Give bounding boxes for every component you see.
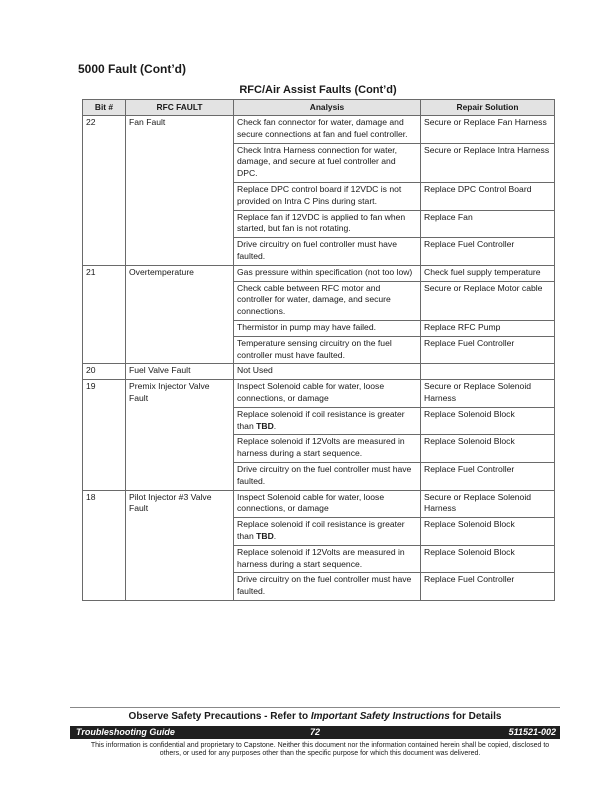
analysis-text-end: . — [273, 420, 277, 431]
repair-solution-cell: Replace DPC Control Board — [421, 182, 555, 210]
analysis-text: Replace solenoid if coil resistance is greater than — [237, 408, 405, 431]
analysis-text: Check cable between RFC motor and controller for water, damage, and secure connections. — [237, 282, 391, 317]
analysis-text: Replace solenoid if 12Volts are measured in harness during a start sequence. — [237, 546, 405, 569]
repair-solution-cell: Check fuel supply temperature — [421, 265, 555, 281]
bit-number-cell: 22 — [83, 116, 126, 266]
fault-name-cell: Premix Injector Valve Fault — [126, 380, 234, 490]
analysis-cell — [234, 143, 421, 182]
analysis-text: Inspect Solenoid cable for water, loose connections, or damage — [237, 381, 385, 403]
safety-link-text: Important Safety Instructions — [310, 711, 450, 722]
guide-title: Troubleshooting Guide — [76, 727, 175, 737]
repair-solution-cell: Replace Fuel Controller — [421, 238, 555, 266]
column-header-analysis: Analysis — [234, 100, 421, 116]
repair-solution-cell: Secure or Replace Solenoid Harness — [421, 490, 555, 518]
analysis-text-end: . — [273, 530, 277, 541]
analysis-text: Drive circuitry on the fuel controller must have faulted. — [237, 574, 412, 597]
table-row — [83, 490, 555, 518]
analysis-text: Temperature sensing circuitry on the fuel controller must have faulted. — [237, 337, 392, 360]
analysis-text: Check fan connector for water, damage and secure connections at fan and fuel controller. — [237, 117, 408, 139]
analysis-cell — [234, 364, 421, 380]
analysis-cell — [234, 281, 421, 320]
repair-solution-cell: Secure or Replace Solenoid Harness — [421, 380, 555, 408]
analysis-cell — [234, 380, 421, 408]
fault-name-cell: Overtemperature — [126, 265, 234, 364]
analysis-bold-value: TBD — [256, 420, 274, 431]
analysis-cell — [234, 182, 421, 210]
analysis-text: Replace solenoid if 12Volts are measured in harness during a start sequence. — [237, 436, 405, 459]
analysis-cell — [234, 573, 421, 601]
table-title: RFC/Air Assist Faults (Cont’d) — [239, 84, 397, 96]
repair-solution-cell — [421, 364, 555, 380]
analysis-cell — [234, 518, 421, 546]
bit-number-cell: 19 — [83, 380, 126, 490]
repair-solution-cell: Replace Solenoid Block — [421, 407, 555, 435]
repair-solution-cell: Replace Solenoid Block — [421, 518, 555, 546]
fault-name-cell: Pilot Injector #3 Valve Fault — [126, 490, 234, 600]
confidentiality-disclaimer: This information is confidential and proprietary to Capstone. Neither this document nor the information contained herein shall be copied, disclosed to others, or used for any purposes other than the specific purpose for which this document was delivered. — [90, 742, 550, 758]
table-row — [83, 380, 555, 408]
analysis-text: Inspect Solenoid cable for water, loose connections, or damage — [237, 491, 385, 514]
repair-solution-cell: Replace RFC Pump — [421, 320, 555, 336]
section-title: 5000 Fault (Cont’d) — [78, 62, 187, 76]
repair-solution-cell: Secure or Replace Motor cable — [421, 281, 555, 320]
repair-solution-cell: Replace Solenoid Block — [421, 545, 555, 573]
repair-solution-cell: Replace Solenoid Block — [421, 435, 555, 463]
bit-number-cell: 18 — [83, 490, 126, 600]
repair-solution-cell: Secure or Replace Fan Harness — [421, 116, 555, 144]
footer-bar — [70, 726, 560, 739]
bit-number-cell: 20 — [83, 364, 126, 380]
table-header-row — [83, 100, 555, 116]
footer-rule — [70, 707, 560, 708]
analysis-text: Thermistor in pump may have failed. — [237, 321, 376, 332]
analysis-text: Gas pressure within specification (not too low) — [237, 266, 413, 277]
analysis-cell — [234, 407, 421, 435]
safety-notice — [70, 711, 560, 722]
repair-solution-cell: Secure or Replace Intra Harness — [421, 143, 555, 182]
analysis-cell — [234, 265, 421, 281]
analysis-text: Drive circuitry on the fuel controller must have faulted. — [237, 463, 412, 486]
document-number: 511521-002 — [508, 727, 556, 737]
table-row — [83, 364, 555, 380]
fault-name-cell: Fan Fault — [126, 116, 234, 266]
analysis-text: Replace fan if 12VDC is applied to fan when started, but fan is not rotating. — [237, 211, 406, 234]
repair-solution-cell: Replace Fuel Controller — [421, 336, 555, 364]
fault-name-cell: Fuel Valve Fault — [126, 364, 234, 380]
safety-prefix: Observe Safety Precautions - Refer to — [128, 711, 311, 722]
bit-number-cell: 21 — [83, 265, 126, 364]
analysis-cell — [234, 545, 421, 573]
analysis-text: Drive circuitry on fuel controller must have faulted. — [237, 239, 397, 261]
analysis-text: Check Intra Harness connection for water, damage, and secure at fuel controller and DPC. — [237, 144, 398, 179]
fault-table — [82, 99, 555, 601]
table-row — [83, 116, 555, 144]
analysis-bold-value: TBD — [256, 530, 274, 541]
repair-solution-cell: Replace Fuel Controller — [421, 462, 555, 490]
column-header-fault: RFC FAULT — [126, 100, 234, 116]
safety-suffix: for Details — [449, 711, 502, 722]
analysis-cell — [234, 435, 421, 463]
repair-solution-cell: Replace Fan — [421, 210, 555, 238]
analysis-text: Not Used — [237, 365, 273, 376]
analysis-text: Replace solenoid if coil resistance is greater than — [237, 519, 405, 541]
table-row — [83, 265, 555, 281]
analysis-cell — [234, 490, 421, 518]
analysis-cell — [234, 462, 421, 490]
column-header-bit: Bit # — [83, 100, 126, 116]
analysis-cell — [234, 320, 421, 336]
repair-solution-cell: Replace Fuel Controller — [421, 573, 555, 601]
analysis-cell — [234, 210, 421, 238]
fault-table-body — [83, 116, 555, 601]
page-number: 72 — [309, 727, 320, 737]
column-header-repair: Repair Solution — [421, 100, 555, 116]
analysis-cell — [234, 336, 421, 364]
analysis-cell — [234, 238, 421, 266]
analysis-cell — [234, 116, 421, 144]
analysis-text: Replace DPC control board if 12VDC is not provided on Intra C Pins during start. — [237, 183, 402, 206]
